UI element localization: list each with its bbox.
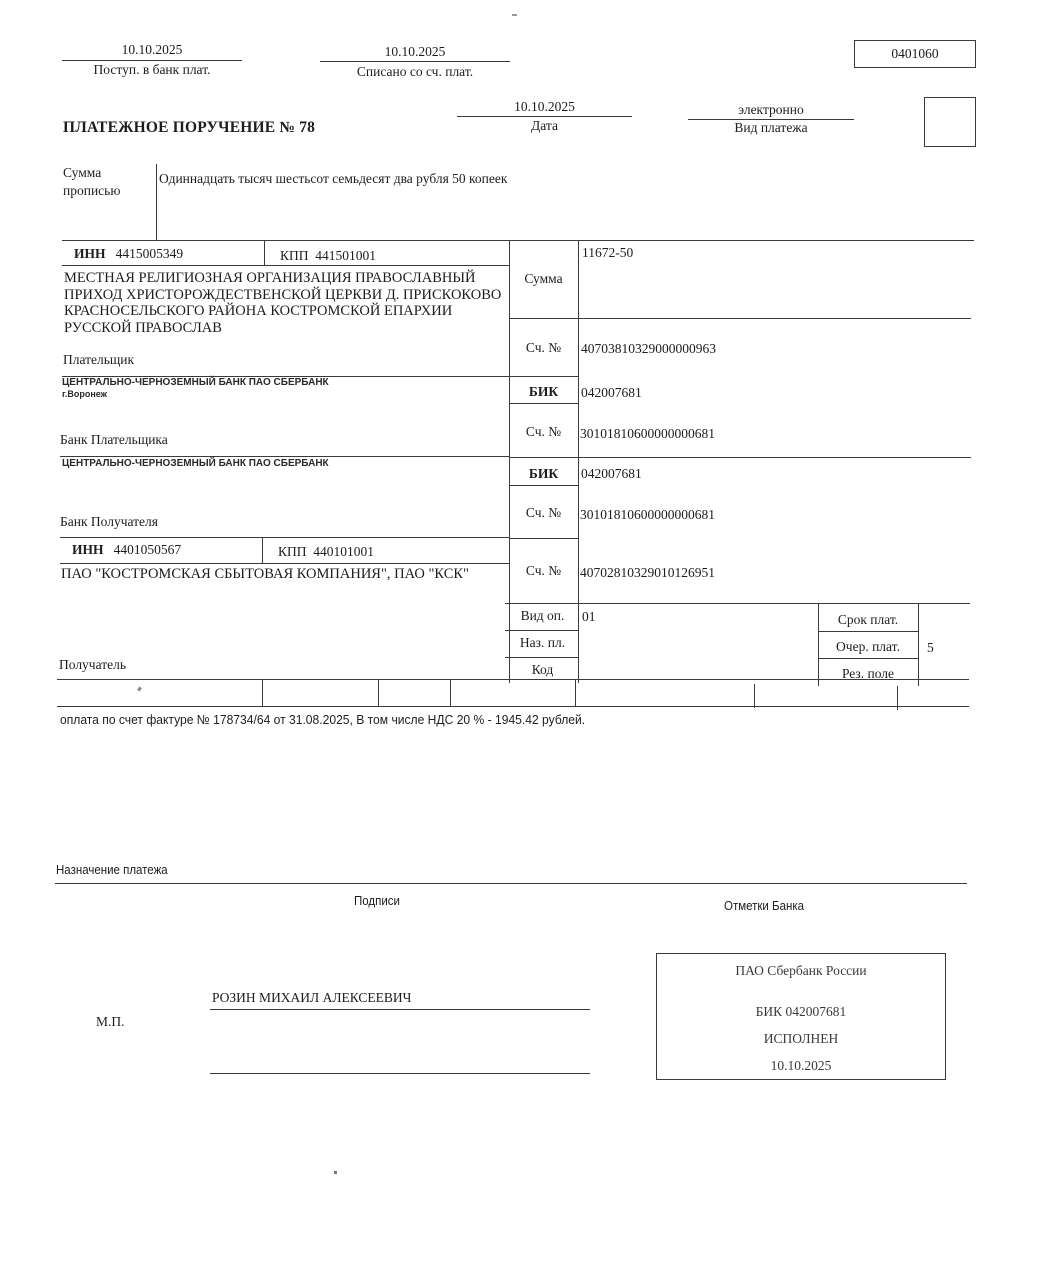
payee-kpp: [278, 544, 374, 560]
payee-account-bottom-line: [505, 603, 970, 604]
term-label: Срок плат.: [837, 612, 899, 627]
payee-kpp-label: КПП: [278, 544, 307, 559]
payee-label: Получатель: [59, 657, 127, 672]
bank-stamp-date: 10.10.2025: [770, 1058, 832, 1073]
payer-label: Плательщик: [63, 352, 135, 367]
purpose-bottom-line: [55, 883, 967, 884]
payer-inn-line: [62, 265, 509, 266]
payer-bank-bik-label: БИК: [528, 384, 559, 399]
received-date: 10.10.2025: [121, 42, 183, 57]
signatures-label: Подписи: [354, 894, 400, 908]
payee-inn: [72, 542, 181, 558]
document-date-label: Дата: [531, 118, 558, 133]
payer-bank-account-label: Сч. №: [525, 424, 562, 439]
op-type-line: [505, 630, 578, 631]
bank-stamp-bank: ПАО Сбербанк России: [735, 963, 867, 978]
form-code: 0401060: [891, 46, 939, 61]
payer-inn-label: ИНН: [74, 246, 106, 261]
stamp-place-label: М.П.: [96, 1014, 125, 1029]
debited-date: 10.10.2025: [384, 44, 446, 59]
payer-kpp-value: 441501001: [315, 248, 377, 263]
payee-account-label: Сч. №: [525, 563, 562, 578]
term-divider-right: [918, 604, 919, 686]
tax-cell-divider-4: [575, 680, 576, 706]
tax-row-bottom-line: [57, 706, 969, 707]
payer-inn-value: 4415005349: [115, 246, 184, 261]
form-code-box: [854, 40, 976, 68]
purpose-code-line: [505, 657, 578, 658]
code-label: Код: [531, 662, 554, 677]
priority-value: 5: [927, 640, 934, 655]
scan-speck-top: [512, 14, 517, 16]
bank-stamp: [656, 953, 946, 1080]
op-type-value: 01: [582, 609, 596, 624]
payer-inn-kpp-divider: [264, 240, 265, 265]
payee-bank-account-label: Сч. №: [525, 505, 562, 520]
payee-inn-value: 4401050567: [113, 542, 182, 557]
payer-bank-bottom-line: [60, 456, 509, 457]
amount-words-label: Сумма прописью: [63, 165, 121, 198]
debited-date-line: [320, 61, 510, 62]
payee-kpp-value: 440101001: [313, 544, 375, 559]
payer-account: 40703810329000000963: [581, 341, 716, 356]
grid-divider-right: [578, 240, 579, 683]
term-line: [818, 631, 918, 632]
payer-bank-bik-line: [509, 403, 578, 404]
payment-type-value: электронно: [738, 102, 804, 117]
tax-cell-divider-5: [754, 684, 755, 708]
payee-bank-label: Банк Получателя: [60, 514, 158, 529]
amount-words-bottom-line: [62, 240, 974, 241]
payer-bank-label: Банк Плательщика: [60, 432, 168, 447]
payee-bank-name: ЦЕНТРАЛЬНО-ЧЕРНОЗЕМНЫЙ БАНК ПАО СБЕРБАНК: [62, 458, 329, 469]
payer-account-line: [509, 376, 578, 377]
payer-bank-bik: 042007681: [581, 385, 642, 400]
amount-words-value: Одиннадцать тысяч шестьсот семьдесят два рубля 50 копеек: [159, 171, 508, 186]
payer-inn: [74, 246, 183, 262]
status-box: [924, 97, 976, 147]
signer-name: РОЗИН МИХАИЛ АЛЕКСЕЕВИЧ: [212, 990, 412, 1005]
signature-line-2: [210, 1073, 590, 1074]
received-date-line: [62, 60, 242, 61]
scan-speck: [137, 687, 142, 692]
payer-bank-city: г.Воронеж: [62, 389, 108, 399]
bank-marks-label: Отметки Банка: [724, 899, 805, 913]
payee-bank-account-line: [509, 538, 578, 539]
amount-label: Сумма: [524, 271, 563, 286]
payer-name: МЕСТНАЯ РЕЛИГИОЗНАЯ ОРГАНИЗАЦИЯ ПРАВОСЛАВНЫЙ ПРИХОД ХРИСТОРОЖДЕСТВЕНСКОЙ ЦЕРКВИ Д. ПРИСКОКОВО КРАСНОСЕЛЬСКОГО РАЙОНА КОСТРОМСКОЙ ЕПАРХИИ РУССКОЙ ПРАВОСЛАВ: [64, 270, 502, 336]
purpose-code-label: Наз. пл.: [519, 635, 566, 650]
op-type-label: Вид оп.: [520, 608, 565, 623]
document-date-line: [457, 116, 632, 117]
amount-bottom-line: [509, 318, 971, 319]
scan-speck-bottom: [334, 1171, 337, 1174]
signature-line-1: [210, 1009, 590, 1010]
reserve-label: Рез. поле: [841, 666, 895, 681]
debited-date-label: Списано со сч. плат.: [356, 64, 474, 79]
payer-bank-account: 30101810600000000681: [580, 426, 715, 441]
amount-words-divider: [156, 164, 157, 240]
bank-stamp-bik: БИК 042007681: [755, 1004, 847, 1019]
payee-account: 40702810329010126951: [580, 565, 715, 580]
document-date: 10.10.2025: [514, 99, 575, 114]
received-date-label: Поступ. в банк плат.: [93, 62, 211, 77]
payee-inn-line: [60, 563, 509, 564]
payee-bank-bik: 042007681: [581, 466, 642, 481]
payment-type-label: Вид платежа: [734, 120, 808, 135]
amount-value: 11672-50: [582, 245, 634, 260]
tax-cell-divider-1: [262, 680, 263, 706]
tax-row-top-line: [57, 679, 969, 680]
payee-name: ПАО "КОСТРОМСКАЯ СБЫТОВАЯ КОМПАНИЯ", ПАО "КСК": [61, 566, 469, 582]
bank-stamp-status: ИСПОЛНЕН: [763, 1031, 839, 1046]
document-title: ПЛАТЕЖНОЕ ПОРУЧЕНИЕ № 78: [63, 119, 316, 136]
payer-kpp-label: КПП: [280, 248, 309, 263]
payee-inn-label: ИНН: [72, 542, 104, 557]
purpose-text: оплата по счет фактуре № 178734/64 от 31.08.2025, В том числе НДС 20 % - 1945.42 рублей.: [60, 712, 586, 727]
payer-account-label: Сч. №: [525, 340, 562, 355]
tax-cell-divider-3: [450, 680, 451, 706]
purpose-label: Назначение платежа: [56, 863, 168, 877]
payee-bank-bottom-line: [60, 537, 509, 538]
tax-cell-divider-2: [378, 680, 379, 706]
priority-label: Очер. плат.: [836, 639, 900, 654]
payer-bank-name: ЦЕНТРАЛЬНО-ЧЕРНОЗЕМНЫЙ БАНК ПАО СБЕРБАНК: [62, 377, 329, 388]
payee-bank-account: 30101810600000000681: [580, 507, 715, 522]
payee-inn-kpp-divider: [262, 538, 263, 563]
payee-bank-bik-line: [509, 485, 578, 486]
payer-kpp: [280, 248, 376, 264]
payee-bank-bik-label: БИК: [528, 466, 559, 481]
payer-bank-right-line: [509, 457, 971, 458]
priority-line: [818, 658, 918, 659]
